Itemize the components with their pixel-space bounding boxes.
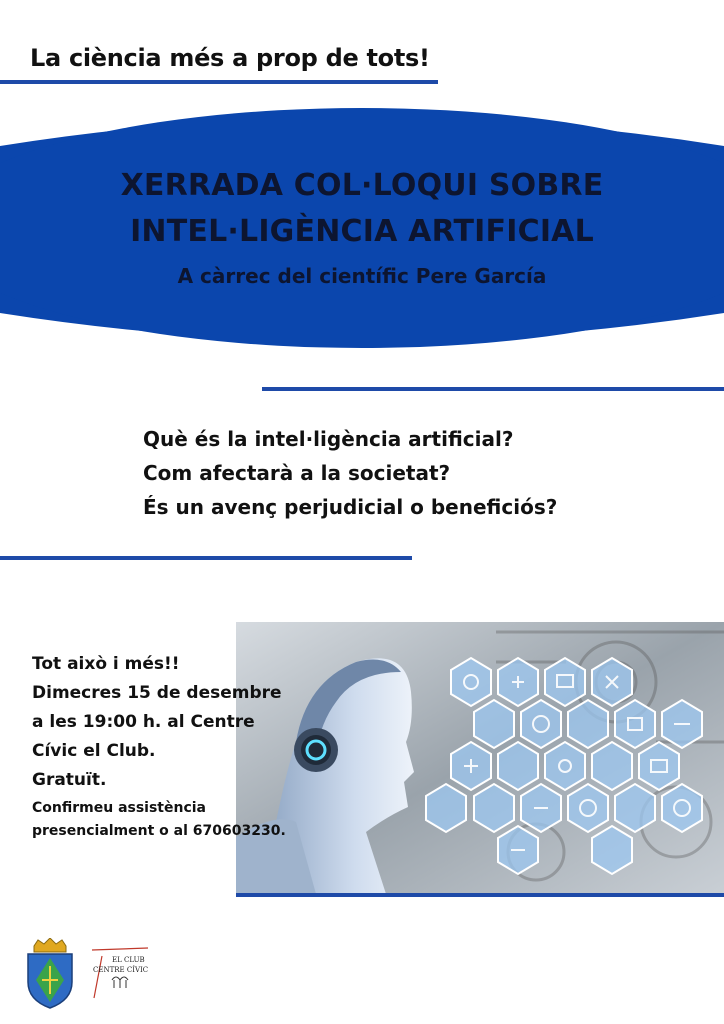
event-venue: Cívic el Club. [32,741,156,761]
question-item: És un avenç perjudicial o beneficiós? [143,495,558,519]
question-item: Què és la intel·ligència artificial? [143,427,514,451]
question-item: Com afectarà a la societat? [143,461,451,485]
event-date: Dimecres 15 de desembre [32,683,282,703]
rsvp-line2: presencialment o al 670603230. [32,823,286,839]
club-logo-icon [88,946,160,1006]
details-intro: Tot això i més!! [32,654,180,674]
event-title-line2: INTEL·LIGÈNCIA ARTIFICIAL [130,214,594,249]
divider-middle [262,387,724,391]
event-title-line1: XERRADA COL·LOQUI SOBRE [120,168,604,203]
event-time-place: a les 19:00 h. al Centre [32,712,255,732]
event-price: Gratuït. [32,770,107,790]
event-subtitle: A càrrec del científic Pere García [177,264,547,288]
questions-list [143,422,557,524]
divider-top [0,80,438,84]
club-logo-name: EL CLUB [112,956,145,964]
shield-icon [24,938,76,1010]
rsvp-line1: Confirmeu assistència [32,800,207,816]
club-logo-sub: CENTRE CÍVIC [93,966,149,974]
divider-bottom [236,893,724,897]
divider-lower [0,556,412,560]
rsvp-note [32,797,322,843]
event-details [32,650,322,843]
tagline: La ciència més a prop de tots! [30,44,430,72]
